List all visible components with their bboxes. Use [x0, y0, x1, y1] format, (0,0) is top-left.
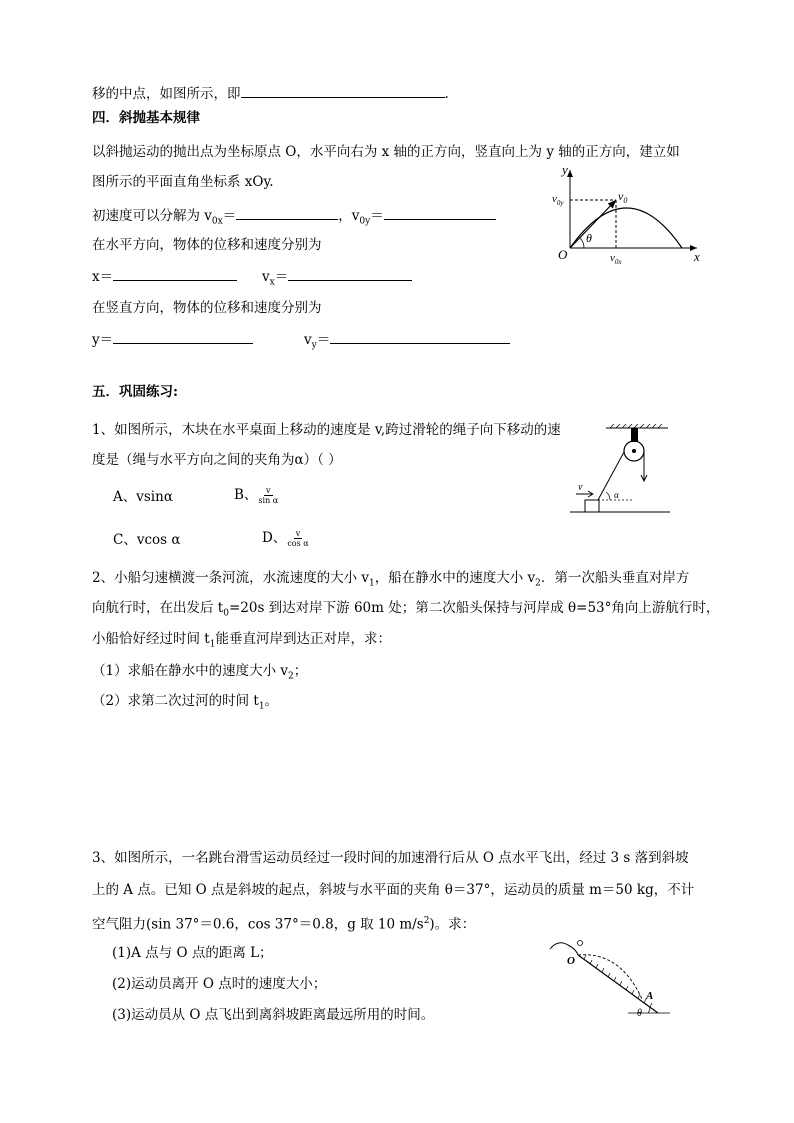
sub-0y: 0y [359, 216, 371, 227]
answer-blank[interactable] [241, 84, 445, 98]
projectile-figure [552, 160, 712, 265]
q3-sub1: (1)A 点与 O 点的距离 L； [112, 945, 273, 961]
ski-a-label: A [646, 990, 654, 1002]
q3-line3: 空气阻力(sin 37°＝0.6，cos 37°＝0.8，g 取 10 $m/s^2$)。求： [92, 916, 476, 933]
intro-text: 移的中点，如图所示，即 [92, 86, 241, 102]
vy-label: v [304, 332, 312, 348]
block [585, 500, 599, 512]
vy-blank[interactable] [330, 330, 510, 344]
vertical-line [92, 330, 253, 349]
q1-option-d[interactable]: D、 $\frac{v}{\text{cos α}}$ [262, 529, 309, 548]
x-label: x＝ [92, 269, 114, 285]
decompose-line: 初速度可以分解为 $v_{0x}=$ ，$v_{0y}=$ [92, 206, 496, 231]
pulley-alpha-label: α [614, 490, 619, 500]
y-label: y＝ [92, 332, 114, 348]
fig-v0-label: $v_0$ [618, 189, 628, 205]
vx-label: v [262, 269, 270, 285]
fig-x-label: x [694, 249, 700, 264]
vx-blank[interactable] [288, 267, 412, 281]
fig-origin-label: O [558, 247, 568, 262]
eq: ＝ [222, 208, 237, 224]
vy-sub: y [311, 340, 317, 351]
horizontal-line [92, 267, 237, 286]
decompose-label: 初速度可以分解为 v [92, 208, 212, 224]
pulley-v-label: v [578, 482, 583, 493]
intro-line [92, 84, 449, 103]
q1-option-b[interactable]: B、 $\frac{v}{\text{sin α}}$ [234, 486, 279, 505]
sec4-intro-line1: 以斜抛运动的抛出点为坐标原点 O，水平向右为 x 轴的正方向，竖直向上为 y 轴的正方向，建立如 [92, 144, 680, 160]
q2-line2: 向航行时，在出发后 $t_0=20s$ 到达对岸下游 60m 处；第二次船头保持与河岸成 θ=53°角向上游航行时， [92, 600, 720, 619]
q1-b-fraction: $\frac{v}{\text{sin α}}$ [258, 486, 279, 505]
v0-vector [570, 200, 616, 248]
ski-slope-figure [548, 935, 672, 1017]
fig-y-label: y [562, 162, 568, 177]
fig-v0x-label: $v_{0x}$ [610, 252, 622, 265]
pulley-figure [570, 424, 670, 520]
sub-0x: 0x [211, 216, 223, 227]
ski-ramp [550, 943, 578, 955]
horizontal-title: 在水平方向，物体的位移和速度分别为 [92, 237, 322, 253]
q1-line1: 1、如图所示，木块在水平桌面上移动的速度是 v,跨过滑轮的绳子向下移动的速 [92, 422, 561, 438]
fig-theta-label: θ [586, 231, 592, 245]
ski-theta-label: θ [637, 1008, 642, 1017]
q1-option-c[interactable]: C、vcos α [113, 532, 181, 548]
q1-line2: 度是（绳与水平方向之间的夹角为α）（ ） [92, 452, 342, 468]
ski-o-label: O [567, 955, 575, 967]
x-blank[interactable] [113, 267, 237, 281]
vx-sub: x [269, 277, 275, 288]
q3-line2: 上的 A 点。已知 O 点是斜坡的起点，斜坡与水平面的夹角 θ＝37°，运动员的质量 m＝50 kg，不计 [92, 882, 695, 898]
q1-option-a[interactable]: A、vsinα [113, 489, 173, 505]
q2-line3: 小船恰好经过时间 $t_1$能垂直河岸到达正对岸，求： [92, 631, 391, 650]
pulley-mount [631, 428, 638, 442]
v0y-blank[interactable] [384, 206, 496, 220]
vx-line: $v_x=$ [262, 267, 412, 292]
skier [578, 941, 583, 946]
rope-slanted [598, 452, 624, 500]
sep: ，v [338, 208, 360, 224]
theta-arc [580, 238, 584, 248]
period: . [444, 86, 449, 102]
q3-sub3: (3)运动员从 O 点飞出到离斜坡距离最远所用的时间。 [112, 1007, 435, 1023]
q3-sub2: (2)运动员离开 O 点时的速度大小； [112, 976, 327, 992]
v0x-blank[interactable] [236, 206, 338, 220]
sec4-intro-line2: 图所示的平面直角坐标系 xOy. [92, 174, 274, 190]
vertical-title: 在竖直方向，物体的位移和速度分别为 [92, 300, 322, 316]
y-blank[interactable] [113, 330, 253, 344]
q2-line1: 2、小船匀速横渡一条河流，水流速度的大小 $v_1$，船在静水中的速度大小 $v_2$．第一次船头垂直对岸方 [92, 570, 690, 589]
section-5-heading: 五．巩固练习: [92, 384, 178, 400]
section-4-heading: 四．斜抛基本规律 [92, 110, 200, 126]
q3-line1: 3、如图所示，一名跳台滑雪运动员经过一段时间的加速滑行后从 O 点水平飞出，经过 3 s 落到斜坡 [92, 850, 689, 866]
q2-sub1: （1）求船在静水中的速度大小 $v_2$； [92, 663, 308, 682]
fig-v0y-label: $v_{0y}$ [552, 193, 564, 207]
vy-line: $v_y=$ [304, 330, 510, 355]
q2-sub2: （2）求第二次过河的时间 $t_1$。 [92, 693, 279, 712]
q1-d-fraction: $\frac{v}{\text{cos α}}$ [287, 529, 309, 548]
